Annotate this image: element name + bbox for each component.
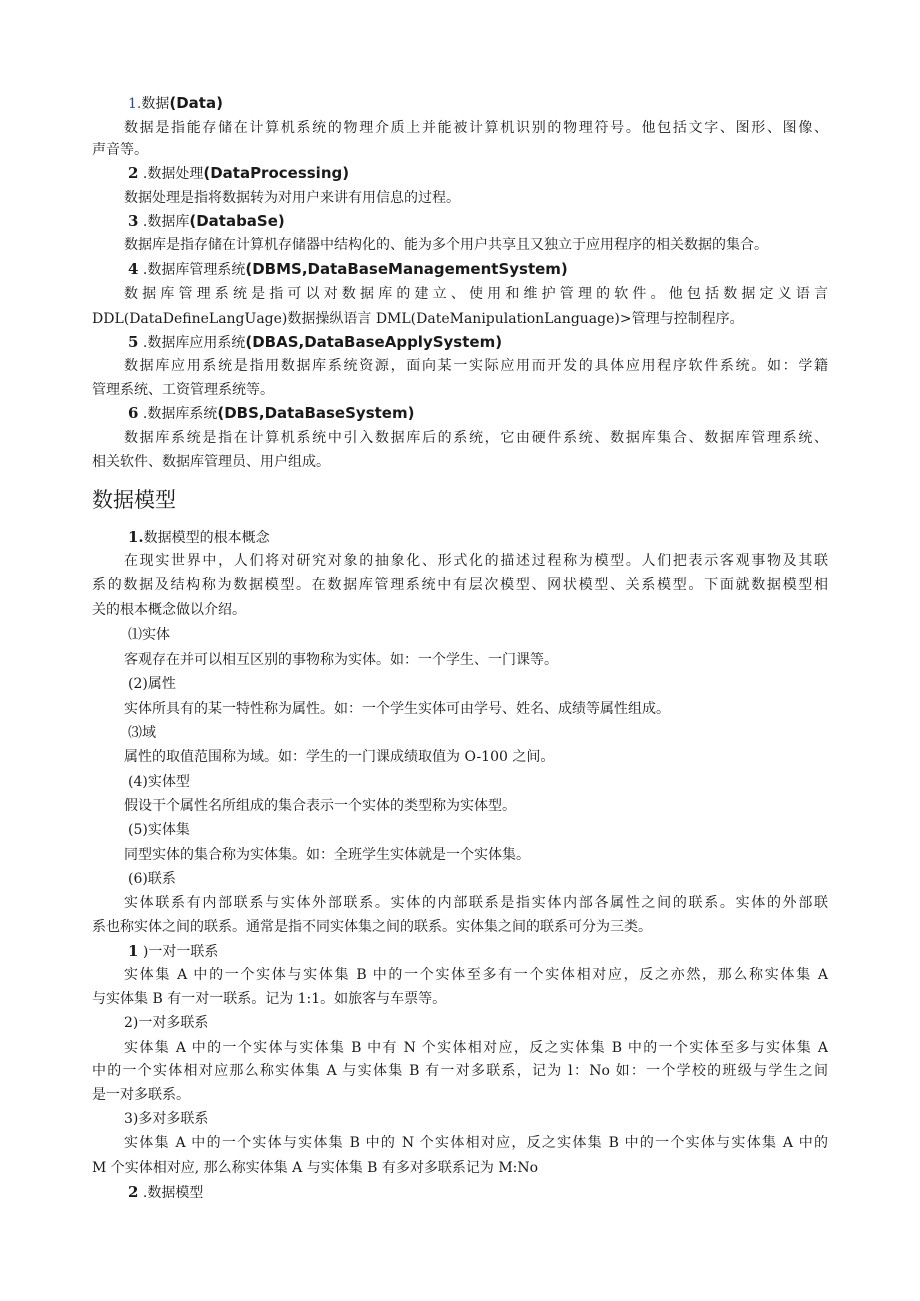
- definition-body-cont: 相关软件、数据库管理员、用户组成。: [92, 454, 330, 470]
- definition-body-cont: DDL(DataDefineLangUage)数据操纵语言 DML(DateManipulationLanguage)>管理与控制程序。: [92, 311, 744, 327]
- heading-number: 1: [128, 942, 139, 960]
- heading-number: 2: [128, 164, 139, 182]
- heading-number: 2: [128, 1183, 139, 1201]
- relationship-body-cont: 与实体集 B 有一对一联系。记为 1:1。如旅客与车票等。: [92, 991, 447, 1007]
- term-body: 属性的取值范围称为域。如：学生的一门课成绩取值为 O-100 之间。: [124, 749, 555, 765]
- relationship-heading-many-to-many: 3)多对多联系: [124, 1111, 209, 1127]
- relationship-body-cont: 是一对多联系。: [92, 1087, 190, 1103]
- definition-body: 数据处理是指将数据转为对用户来讲有用信息的过程。: [124, 190, 460, 206]
- term-body: 实体所具有的某一特性称为属性。如：一个学生实体可由学号、姓名、成绩等属性组成。: [124, 701, 670, 717]
- heading-number: 6: [128, 404, 139, 422]
- term-heading-entity: ⑴实体: [128, 627, 170, 643]
- definition-body: 数据库系统是指在计算机系统中引入数据库后的系统，它由硬件系统、数据库集合、数据库管理系统、: [124, 430, 828, 446]
- term-body: 假设干个属性名所组成的集合表示一个实体的类型称为实体型。: [124, 798, 516, 814]
- definition-body-cont: 声音等。: [92, 142, 148, 158]
- section-title: 数据模型: [92, 488, 176, 512]
- subsection-heading-data-model: [128, 1183, 864, 1202]
- definition-body: 数据是指能存储在计算机系统的物理介质上并能被计算机识别的物理符号。他包括文字、图形、图像、: [124, 120, 828, 136]
- heading-number: 3: [128, 212, 139, 230]
- definition-heading-data: [128, 94, 864, 113]
- definition-body-cont: 管理系统、工资管理系统等。: [92, 382, 274, 398]
- term-heading-attribute: (2)属性: [128, 676, 176, 692]
- relationship-heading-one-to-one: [128, 942, 864, 961]
- relationship-body: 实体集 A 中的一个实体与实体集 B 中的一个实体至多有一个实体相对应，反之亦然，那么称实体集 A: [124, 967, 828, 983]
- heading-text: .数据模型: [138, 1185, 204, 1201]
- heading-cn: 数据: [141, 96, 170, 112]
- term-heading-relationship: (6)联系: [128, 871, 176, 887]
- heading-cn: .数据处理: [138, 166, 204, 182]
- heading-text: 数据模型的根本概念: [143, 530, 270, 546]
- definition-body: 数据库应用系统是指用数据库系统资源，面向某一实际应用而开发的具体应用程序软件系统。如：学籍: [124, 358, 828, 374]
- relationship-body: 实体集 A 中的一个实体与实体集 B 中有 N 个实体相对应，反之实体集 B 中的一个实体至多与实体集 A: [124, 1040, 828, 1056]
- heading-text: )一对一联系: [138, 944, 219, 960]
- term-heading-entity-type: (4)实体型: [128, 774, 190, 790]
- heading-en: (DataProcessing): [203, 164, 350, 182]
- heading-en: (Data): [169, 94, 223, 112]
- paragraph-line: 在现实世界中，人们将对研究对象的抽象化、形式化的描述过程称为模型。人们把表示客观事物及其联: [124, 553, 828, 569]
- relationship-body-cont: M 个实体相对应, 那么称实体集 A 与实体集 B 有多对多联系记为 M:No: [92, 1160, 539, 1176]
- term-body: 同型实体的集合称为实体集。如：全班学生实体就是一个实体集。: [124, 847, 530, 863]
- heading-number: 1.: [128, 528, 144, 546]
- definition-heading-dbas: [128, 333, 864, 352]
- definition-body: 数据库管理系统是指可以对数据库的建立、使用和维护管理的软件。他包括数据定义语言: [124, 286, 828, 302]
- term-heading-domain: ⑶域: [128, 725, 156, 741]
- definition-heading-database: [128, 212, 864, 231]
- term-body: 实体联系有内部联系与实体外部联系。实体的内部联系是指实体内部各属性之间的联系。实体的外部联: [124, 895, 828, 911]
- relationship-body-cont: 中的一个实体相对应那么称实体集 A 与实体集 B 有一对多联系，记为 l：No 如：一个学校的班级与学生之间: [92, 1063, 828, 1079]
- subsection-heading: [128, 528, 864, 547]
- term-body-cont: 系也称实体之间的联系。通常是指不同实体集之间的联系。实体集之间的联系可分为三类。: [92, 919, 652, 935]
- heading-cn: .数据库应用系统: [138, 335, 246, 351]
- relationship-heading-one-to-many: 2)一对多联系: [124, 1015, 209, 1031]
- relationship-body: 实体集 A 中的一个实体与实体集 B 中的 N 个实体相对应，反之实体集 B 中的一个实体与实体集 A 中的: [124, 1135, 828, 1151]
- heading-number: 5: [128, 333, 139, 351]
- term-body: 客观存在并可以相互区别的事物称为实体。如：一个学生、一门课等。: [124, 652, 558, 668]
- heading-en: (DBMS,DataBaseManagementSystem): [245, 260, 568, 278]
- heading-number: 1.: [128, 96, 142, 112]
- paragraph-line: 关的根本概念做以介绍。: [92, 602, 246, 618]
- heading-en: (DBS,DataBaseSystem): [217, 404, 415, 422]
- definition-body: 数据库是指存储在计算机存储器中结构化的、能为多个用户共享且又独立于应用程序的相关数据的集合。: [124, 237, 768, 253]
- definition-heading-dataprocessing: [128, 164, 864, 183]
- paragraph-line: 系的数据及结构称为数据模型。在数据库管理系统中有层次模型、网状模型、关系模型。下面就数据模型相: [92, 577, 828, 593]
- definition-heading-dbs: [128, 404, 864, 423]
- heading-cn: .数据库管理系统: [138, 262, 246, 278]
- heading-cn: .数据库: [138, 214, 190, 230]
- heading-cn: .数据库系统: [138, 406, 218, 422]
- term-heading-entity-set: (5)实体集: [128, 822, 190, 838]
- heading-en: (DatabaSe): [189, 212, 285, 230]
- heading-number: 4: [128, 260, 139, 278]
- definition-heading-dbms: [128, 260, 864, 279]
- heading-en: (DBAS,DataBaseApplySystem): [245, 333, 503, 351]
